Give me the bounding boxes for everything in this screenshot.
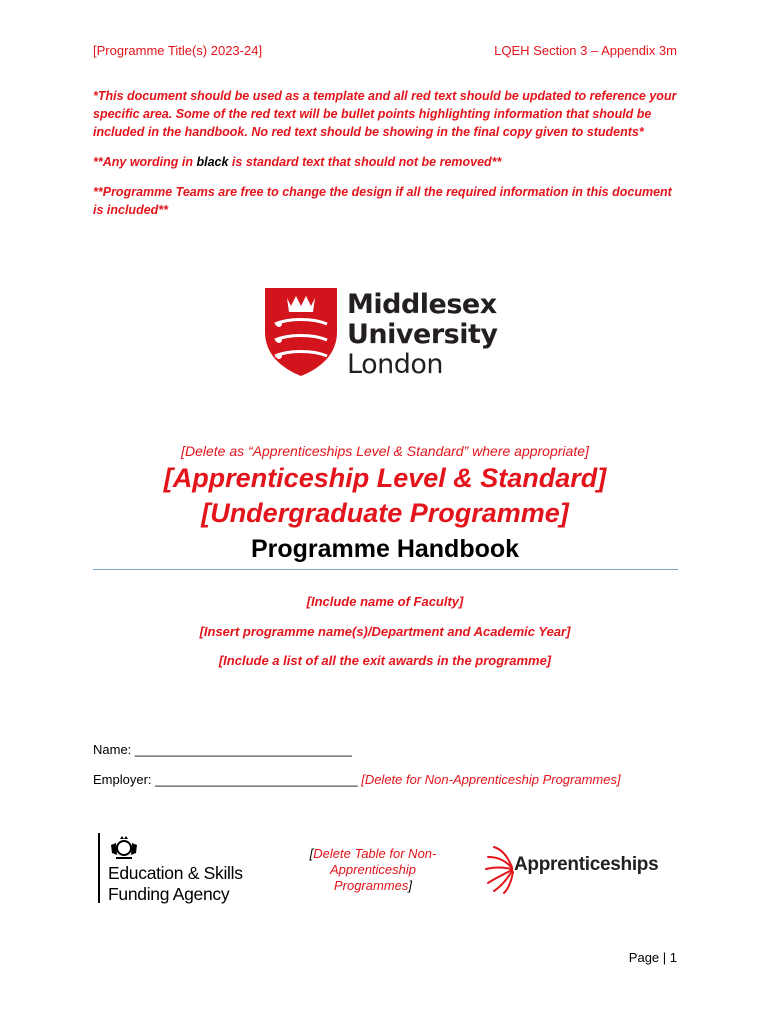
exit-awards-placeholder: [Include a list of all the exit awards in the programme]	[218, 653, 552, 668]
apprenticeships-swirl-icon	[484, 843, 516, 895]
employer-field[interactable]: Employer: ____________________________ [Delete for Non-Apprenticeship Programmes]	[93, 772, 621, 787]
page-title: Programme Handbook	[250, 535, 520, 563]
delete-note: [Delete as “Apprenticeships Level & Standard” where appropriate]	[181, 443, 589, 459]
employer-note: [Delete for Non-Apprenticeship Programmes]	[361, 772, 621, 787]
template-note-3: **Programme Teams are free to change the design if all the required information in this document is included**	[93, 185, 672, 217]
name-field[interactable]: Name: ______________________________	[93, 742, 352, 757]
title-undergraduate: [Undergraduate Programme]	[201, 498, 569, 528]
page-number: Page | 1	[628, 950, 677, 965]
title-divider	[93, 569, 678, 570]
black-word: black	[196, 155, 229, 169]
shield-icon	[265, 288, 337, 376]
title-apprenticeship: [Apprenticeship Level & Standard]	[163, 463, 607, 493]
template-notes	[93, 87, 678, 231]
template-note-2: **Any wording in black is standard text that should not be removed**	[93, 155, 502, 169]
middlesex-logo	[265, 288, 505, 380]
esfa-wordmark: Education & Skills Funding Agency	[108, 863, 243, 904]
logo-wordmark: Middlesex University London	[347, 289, 498, 380]
delete-table-note: [Delete Table for Non-Apprenticeship Programmes]	[309, 846, 437, 893]
programme-placeholder: [Insert programme name(s)/Department and Academic Year]	[199, 624, 571, 639]
header-programme-title: [Programme Title(s) 2023-24]	[93, 43, 263, 58]
apprenticeships-logo	[484, 843, 674, 898]
royal-crest-icon	[108, 835, 140, 861]
header-section-ref: LQEH Section 3 – Appendix 3m	[494, 43, 677, 58]
faculty-placeholder: [Include name of Faculty]	[306, 594, 464, 609]
esfa-logo	[98, 833, 268, 908]
template-note-1: *This document should be used as a template and all red text should be updated to reference your specific area. Some of the red text will be bullet points highlighting information that should be included in the handbook. No red text should be showing in the final copy given to students*	[93, 89, 677, 139]
apprenticeships-wordmark: Apprenticeships	[514, 854, 659, 875]
